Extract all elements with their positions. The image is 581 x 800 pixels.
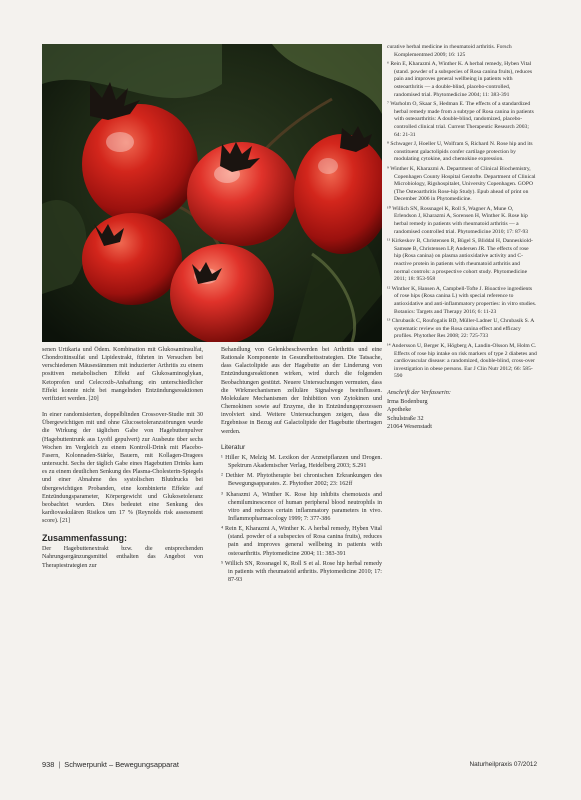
journal-issue: Naturheilpraxis 07/2012 <box>469 761 537 768</box>
reference-entry: ¹⁴ Andersson U, Berger K, Högberg A, Landin-Olsson M, Holm C. Effects of rose hip intake on risk markers of type 2 diabetes and cardiovascular disease: a randomized, double-blind, cross-over investigation in obese persons. Eur J Clin Nutr 2012; 66: 585-590 <box>387 342 537 380</box>
body-paragraph: Behandlung von Gelenkbeschwerden bei Arthritis und eine Rationale Komponente in Gesundheitsstrategien. Die Tatsache, dass Galactolipide aus der Hagebutte an der Linderung von Entzündungsreaktionen wirken, wird durch die folgenden Beobachtungen gestützt. Neuere Untersuchungen vermuten, dass die Wirkmechanismen zelluläre Signalwege beeinflussen. Molekulare Mechanismen der Inhibition von Zytokinen und Chemokinen sowie auf Enzyme, die in Entzündungsprozessen involviert sind. Weitere Untersuchungen zeigen, dass die Ergebnisse in Bezug auf Galactolipide der Hagebutte übertragen werden. <box>221 347 382 435</box>
column-right-references <box>387 44 537 749</box>
literature-heading: Literatur <box>221 443 246 451</box>
body-paragraph: In einer randomisierten, doppelblinden Crossover-Studie mit 30 Übergewichtigen mit und ohne Glucosetoleranzstörungen wurde die Wirkung der täglichen Gabe von Hagebuttenpulver (Hagebuttentrunk aus Lyofil gepulvert) zur Ausbeute über sechs Wochen im Vergleich zu einem Kontroll-Drink mit Placebo-Fasern, Kolonnaden-Stärke, Bauern, mit Kollagen-Dragees untersucht. Sechs der täglich Gabe eines Hagebutten Drinks kam es zu einem deutlichen Senkung des Plasma-Cholesterin-Spiegels und einer Abnahme des systolischen Blutdrucks bei übergewichtigen Probanden, eine kombinierte Effekte auf Entzündungsparameter, Körpergewicht und Glukosetoleranz beobachtet wurden. Dies bedeutet eine Senkung des kardiovaskulären Risikos um 17 % (Reynolds risk assessment score). [21] <box>42 412 203 525</box>
reference-entry: ² Dethier M. Phytotherapie bei chronischen Erkrankungen des Bewegungsapparates. Z. Phytother 2002; 23: 162ff <box>221 473 382 488</box>
page-number: 938 <box>42 760 55 769</box>
reference-entry: ⁵ Willich SN, Rossnagel K, Roll S et al. Rose hip herbal remedy in patients with rheumatoid arthritis. Phytomedicine 2010; 17: 87-93 <box>221 560 382 584</box>
reference-entry: ¹³ Chrubasik C, Roufogalis BD, Müller-Ladner U, Chrubasik S. A systematic review on the Rosa canina effect and efficacy profiles. Phytother Res 2008; 22: 725-733 <box>387 318 534 340</box>
section-title: Schwerpunkt – Bewegungsapparat <box>64 760 179 769</box>
reference-entry: ⁴ Rein E, Kharazmi A, Winther K. A herbal remedy, Hyben Vital (stand. powder of a subspecies of Rosa canina fruits), reduces pain and improves general wellbeing in patients with osteoarthritis. Phytomedicine 2004; 11: 383-391 <box>221 526 382 557</box>
reference-entry: ⁷ Warholm O, Skaar S, Hedman E. The effects of a standardized herbal remedy made from a subtype of Rosa canina in patients with osteoarthritis: A double-blind, randomized, placebo-controlled clinical trial. Current Therapeutic Research 2003; 64: 21-31 <box>387 101 534 138</box>
reference-entry: ¹² Winther K, Hansen A, Campbell-Tofte J. Bioactive ingredients of rose hips (Rosa canina L) with special reference to antioxidative and anti-inflammatory properties: in vitro studies. Botanics: Targets and Therapy 2016; 6: 11-23 <box>387 285 537 315</box>
reference-entry: ¹⁰ Willich SN, Rossnagel K, Roll S, Wagner A, Mune O, Erlendson J, Kharazmi A, Sorensen H, Winther K. Rose hip herbal remedy in patients with rheumatoid arthritis — a randomised controlled trial. Phytomedicine 2010; 17: 87-93 <box>387 205 529 235</box>
reference-entry: ³ Kharazmi A, Winther K. Rose hip inhibits chemotaxis and chemiluminescence of human peripheral blood neutrophils in vitro and reduces certain inflammatory parameters in vivo. Inflammopharmacology 1999; 7: 377-386 <box>221 491 382 522</box>
address-line: 21064 Wesenstadt <box>387 423 432 431</box>
author-address <box>387 389 537 432</box>
reference-entry: ⁸ Schwager J, Hoeller U, Wolfram S, Richard N. Rose hip and its constituent galactolipids confer cartilage protection by modulating cytokine, and chemokine expression. <box>387 141 533 163</box>
reference-entry: ⁶ Rein E, Kharazmi A, Winther K. A herbal remedy, Hyben Vital (stand. powder of a subspecies of Rosa canina fruits), reduces pain and improves general wellbeing in patients with osteoarthritis — a double-blind, placebo-controlled, randomised trial. Phytomedicine 2004; 11: 383-391 <box>387 61 533 98</box>
address-line: Irma Bodenburg <box>387 397 428 405</box>
footer-separator: | <box>58 760 61 769</box>
body-paragraph: senen Urtikaria und Ödem. Kombination mit Glukosaminsulfat, Chondroitinsulfat und Lipidextrakt, führten in Versuchen bei verschiedenen Mäusestämmen mit induzierter Arthritis zu einem positiven metabolischen Effekt auf Glukosaminoglykan, Ketoprofen und Celecoxib-Anhaftung; ein unterschiedlicher Effekt konnte nicht bei mangelnden Entzündungsreaktionen verifiziert werden. [20] <box>42 347 203 402</box>
page-footer <box>42 758 537 772</box>
reference-entry: ¹¹ Kirkeskov B, Christensen R, Bügel S, Bliddal H, Danneskiold-Samsøe B, Christensen LP, Andersen JR. The effects of rose hip (Rosa canina) on plasma antioxidative activity and C-reactive protein in patients with rheumatoid arthritis and normal controls: a prospective cohort study. Phytomedicine 2011; 18: 953-958 <box>387 238 533 283</box>
reference-entry: ¹ Hiller K, Melzig M. Lexikon der Arzneipflanzen und Drogen. Spektrum Akademischer Verlag, Heidelberg 2003; S.291 <box>221 454 382 470</box>
column-middle <box>221 346 382 748</box>
summary-paragraph: Der Hagebuttenextrakt bzw. die entsprechenden Nahrungsergänzungsmittel enthalten das Angebot von Therapiestrategien zur <box>42 546 203 569</box>
rosehip-photo <box>42 44 382 342</box>
address-line: Apotheke <box>387 406 412 414</box>
address-line: Schulstraße 32 <box>387 414 424 422</box>
summary-heading: Zusammenfassung: <box>42 533 128 544</box>
reference-entry: curative herbal medicine in rheumatoid arthritis. Forsch Komplementmed 2009; 16: 125 <box>387 44 512 58</box>
address-heading: Anschrift der Verfasserin: <box>387 388 451 396</box>
reference-entry: ⁹ Winther K, Kharazmi A. Department of Clinical Biochemistry, Copenhagen County Hospital Gentofte. Department of Clinical Microbiology, Rigshospitalet, University Copenhagen. GOPO (The Osteoarthritis Rose-hip Study). Epub ahead of print on December 2006 in Phytomedicine. <box>387 165 536 203</box>
column-left <box>42 346 203 748</box>
